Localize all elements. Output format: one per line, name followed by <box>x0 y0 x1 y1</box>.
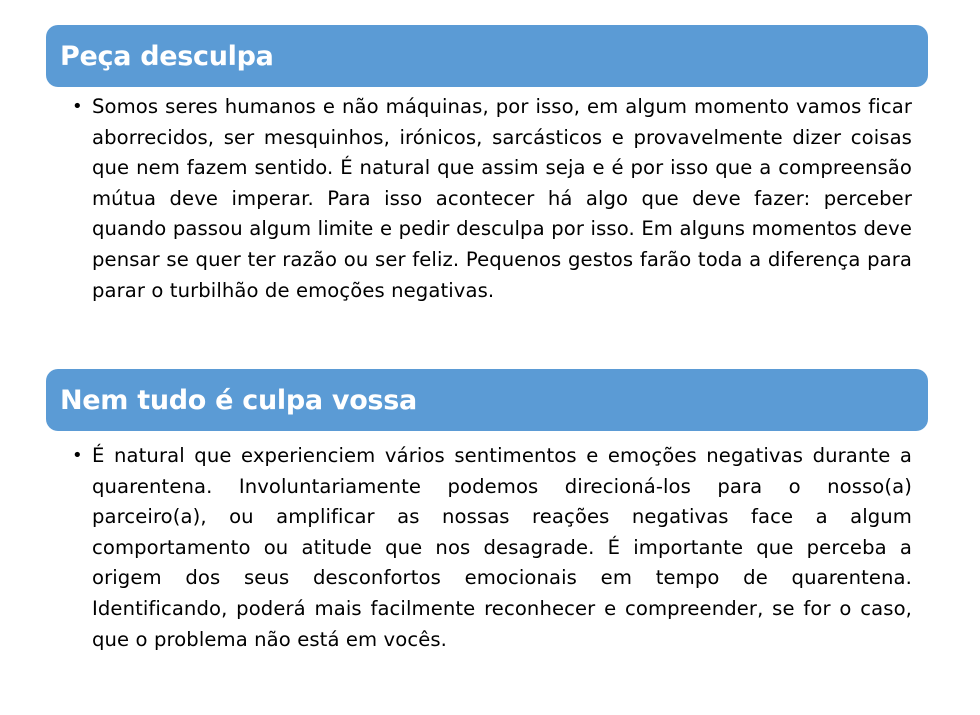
section-header-apology <box>46 25 928 87</box>
bullet-paragraph: Somos seres humanos e não máquinas, por isso, em algum momento vamos ficar aborrecidos, ser mesquinhos, irónicos, sarcásticos e provavelmente dizer coisas que nem fazem sentido. É natural que assim seja e é por isso que a compreensão mútua deve imperar. Para isso acontecer há algo que deve fazer: perceber quando passou algum limite e pedir desculpa por isso. Em alguns momentos deve pensar se quer ter razão ou ser feliz. Pequenos gestos farão toda a diferença para parar o turbilhão de emoções negativas. <box>92 95 912 302</box>
section-header-not-your-fault <box>46 369 928 431</box>
bullet-paragraph: É natural que experienciem vários sentimentos e emoções negativas durante a quarentena. Involuntariamente podemos direcioná-los para o nosso(a) parceiro(a), ou amplificar as nossas reações negativas face a algum comportamento ou atitude que nos desagrade. É importante que perceba a origem dos seus desconfortos emocionais em tempo de quarentena. Identificando, poderá mais facilmente reconhecer e compreender, se for o caso, que o problema não está em vocês. <box>92 444 912 651</box>
bullet-item <box>72 92 912 306</box>
section-title: Peça desculpa <box>60 40 274 72</box>
bullet-item <box>72 441 912 655</box>
bullet-marker: • <box>72 445 83 466</box>
section-title: Nem tudo é culpa vossa <box>60 384 417 416</box>
bullet-marker: • <box>72 96 83 117</box>
